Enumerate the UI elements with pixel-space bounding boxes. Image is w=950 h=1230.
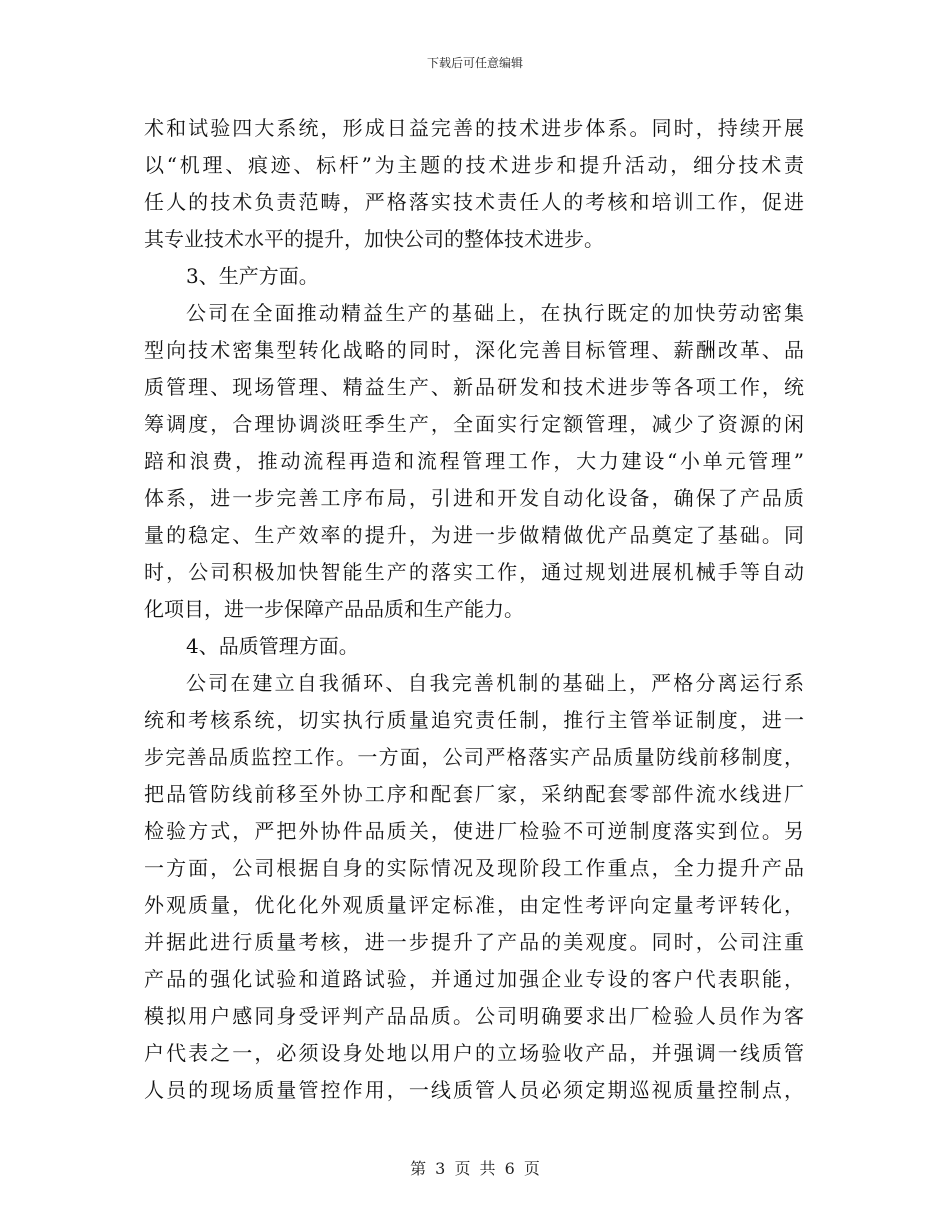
section-heading: 3、生产方面。 [186,264,319,288]
text-line: 型向技术密集型转化战略的同时，深化完善目标管理、薪酬改革、品 [144,338,804,362]
text-line: 筹调度，合理协调淡旺季生产，全面实行定额管理，减少了资源的闲 [144,412,804,436]
text-line: 人员的现场质量管控作用，一线质管人员必须定期巡视质量控制点， [144,1078,804,1102]
text-line: 一方面，公司根据自身的实际情况及现阶段工作重点，全力提升产品 [144,856,804,880]
page-header: 下载后可任意编辑 [426,56,523,70]
text-line: 化项目，进一步保障产品品质和生产能力。 [144,597,524,621]
page-number: 第 3 页 共 6 页 [410,1159,540,1178]
text-line: 体系，进一步完善工序布局，引进和开发自动化设备，确保了产品质 [144,486,804,510]
text-line: 把品管防线前移至外协工序和配套厂家，采纳配套零部件流水线进厂 [144,782,804,806]
text-line: 踣和浪费，推动流程再造和流程管理工作，大力建设“小单元管理” [144,449,804,473]
text-line: 户代表之一，必须设身处地以用户的立场验收产品，并强调一线质管 [144,1041,804,1065]
text-line: 公司在全面推动精益生产的基础上，在执行既定的加快劳动密集 [186,301,804,325]
text-line: 质管理、现场管理、精益生产、新品研发和技术进步等各项工作，统 [144,375,804,399]
text-line: 其专业技术水平的提升，加快公司的整体技术进步。 [144,227,604,251]
text-line: 模拟用户感同身受评判产品品质。公司明确要求出厂检验人员作为客 [144,1004,804,1028]
text-line: 检验方式，严把外协件品质关，使进厂检验不可逆制度落实到位。另 [144,819,804,843]
text-line: 公司在建立自我循环、自我完善机制的基础上，严格分离运行系 [186,671,804,695]
section-heading: 4、品质管理方面。 [186,634,359,658]
text-line: 术和试验四大系统，形成日益完善的技术进步体系。同时，持续开展 [144,116,804,140]
text-line: 步完善品质监控工作。一方面，公司严格落实产品质量防线前移制度， [144,745,804,769]
text-line: 统和考核系统，切实执行质量追究责任制，推行主管举证制度，进一 [144,708,804,732]
text-line: 外观质量，优化化外观质量评定标准，由定性考评向定量考评转化， [144,893,804,917]
text-line: 并据此进行质量考核，进一步提升了产品的美观度。同时，公司注重 [144,930,804,954]
document-body [144,110,804,1109]
text-line: 任人的技术负责范畴，严格落实技术责任人的考核和培训工作，促进 [144,190,804,214]
text-line: 产品的强化试验和道路试验，并通过加强企业专设的客户代表职能， [144,967,804,991]
text-line: 时，公司积极加快智能生产的落实工作，通过规划进展机械手等自动 [144,560,804,584]
text-line: 量的稳定、生产效率的提升，为进一步做精做优产品奠定了基础。同 [144,523,804,547]
text-line: 以“机理、痕迹、标杆”为主题的技术进步和提升活动，细分技术责 [144,153,804,177]
